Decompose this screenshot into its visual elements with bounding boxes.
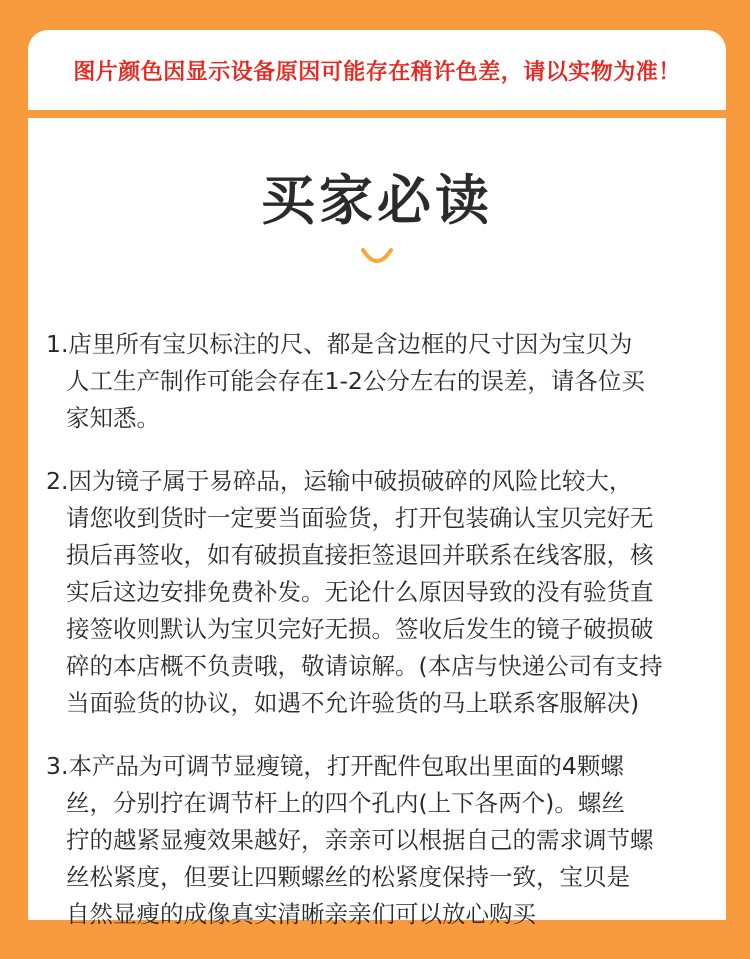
notice-line: 请您收到货时一定要当面验货，打开包装确认宝贝完好无 — [66, 504, 654, 532]
notice-list — [46, 326, 714, 959]
color-disclaimer-text: 图片颜色因显示设备原因可能存在稍许色差，请以实物为准！ — [73, 59, 681, 85]
notice-line: 碎的本店概不负责哦，敬请谅解。(本店与快递公司有支持 — [66, 652, 663, 680]
notice-line: 丝松紧度，但要让四颗螺丝的松紧度保持一致，宝贝是 — [66, 863, 630, 891]
notice-line: 2.因为镜子属于易碎品，运输中破损破碎的风险比较大， — [46, 467, 633, 495]
notice-line: 人工生产制作可能会存在1-2公分左右的误差，请各位买 — [66, 367, 645, 395]
notice-item-shipping — [46, 463, 714, 722]
notice-line: 实后这边安排免费补发。无论什么原因导致的没有验货直 — [66, 578, 654, 606]
notice-line: 损后再签收，如有破损直接拒签退回并联系在线客服，核 — [66, 541, 654, 569]
notice-line: 拧的越紧显瘦效果越好，亲亲可以根据自己的需求调节螺 — [66, 826, 654, 854]
notice-line: 丝，分别拧在调节杆上的四个孔内(上下各两个)。螺丝 — [66, 789, 625, 817]
notice-line: 3.本产品为可调节显瘦镜，打开配件包取出里面的4颗螺 — [46, 752, 624, 780]
color-disclaimer-banner — [28, 30, 726, 110]
notice-line: 家知悉。 — [66, 404, 160, 432]
buyer-notice-panel — [28, 118, 726, 928]
notice-item-size — [46, 326, 714, 437]
smile-arc-icon — [360, 246, 394, 268]
notice-line: 1.店里所有宝贝标注的尺、都是含边框的尺寸因为宝贝为 — [46, 330, 633, 358]
notice-item-adjustment — [46, 748, 714, 933]
notice-line: 接签收则默认为宝贝完好无损。签收后发生的镜子破损破 — [66, 615, 654, 643]
page-title: 买家必读 — [261, 169, 493, 232]
notice-line: 当面验货的协议，如遇不允许验货的马上联系客服解决) — [66, 689, 640, 717]
notice-line: 自然显瘦的成像真实清晰亲亲们可以放心购买 — [66, 900, 536, 928]
